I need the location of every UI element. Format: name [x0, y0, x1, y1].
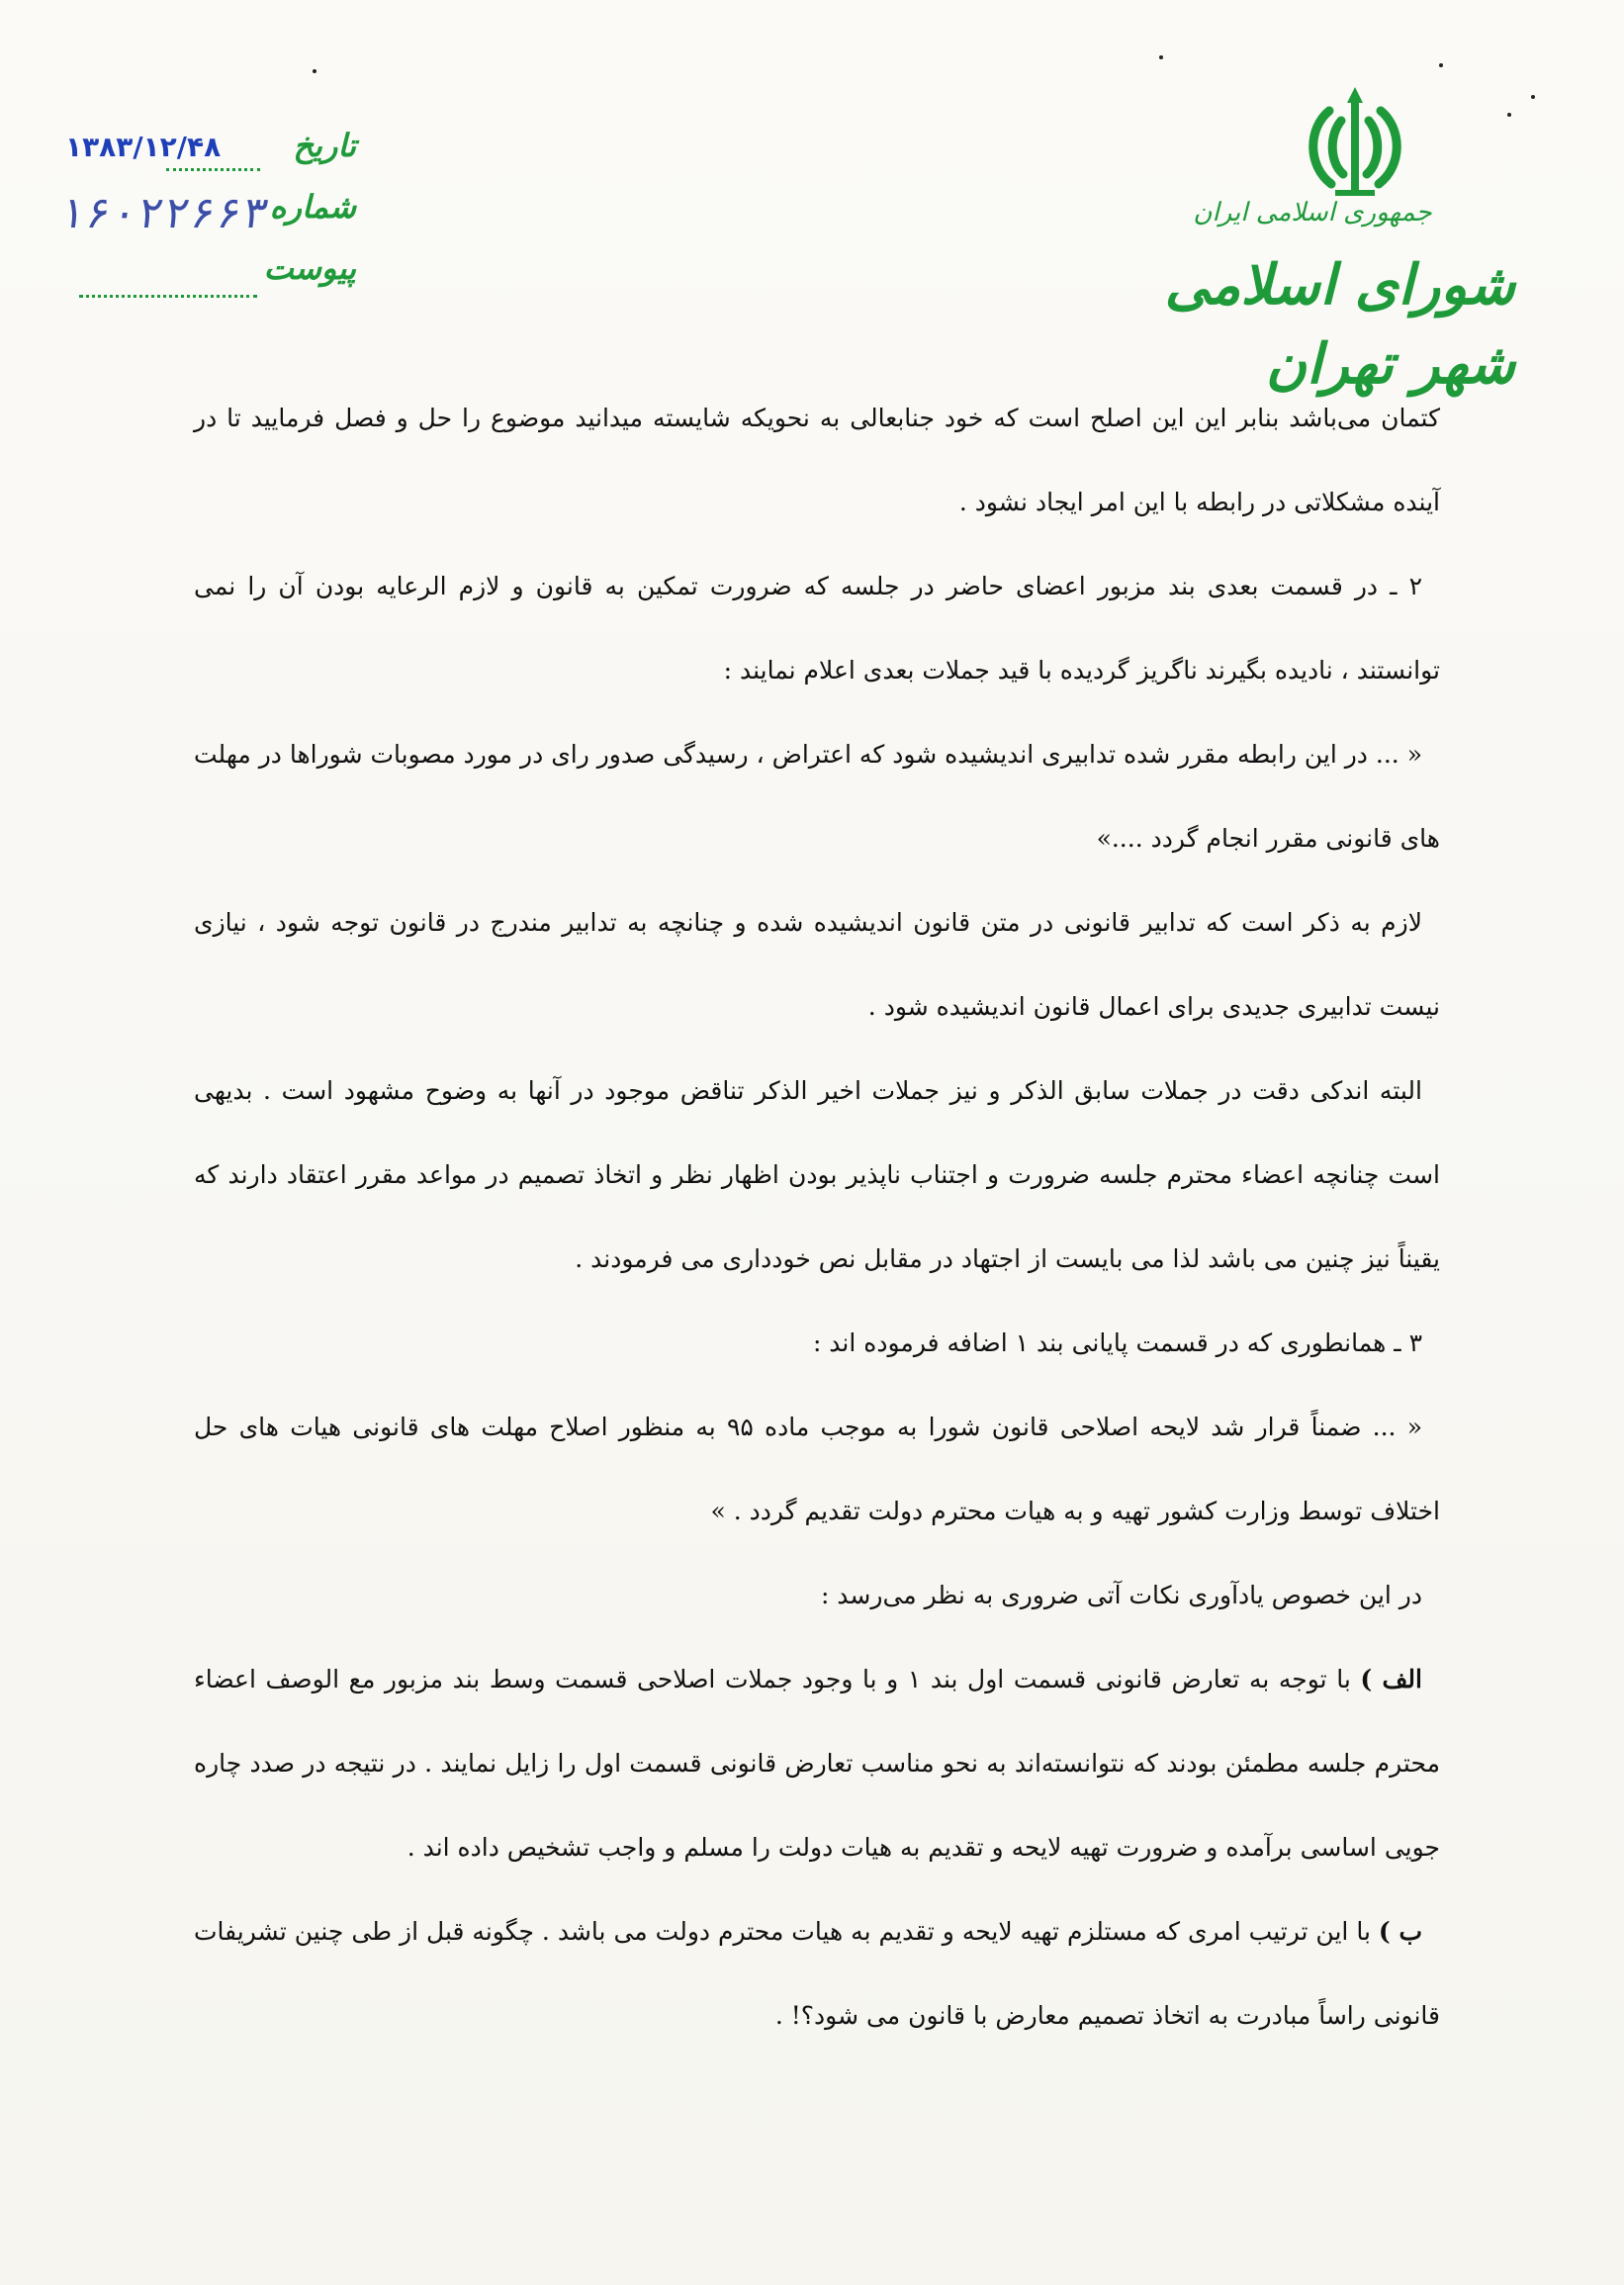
- date-dotted-line: [166, 168, 260, 171]
- number-label: شماره: [269, 188, 356, 226]
- attachment-label: پیوست: [263, 249, 356, 287]
- paragraph-9-text: با توجه به تعارض قانونی قسمت اول بند ۱ و با وجود جملات اصلاحی قسمت وسط بند مزبور مع الوصف اعضاء محترم جلسه مطمئن بودند که نتوانسته‌اند به نحو مناسب تعارض قانونی قسمت اول را زایل نمایند . در نتیجه در صدد چاره جویی اساسی برآمده و ضرورت تهیه لایحه و تقدیم به هیات دولت را مسلم و واجب تشخیص داده اند .: [194, 1665, 1440, 1862]
- scan-speck: [1439, 63, 1443, 67]
- paragraph-9-lead: الف ): [1360, 1665, 1422, 1693]
- paragraph-2: ۲ ـ در قسمت بعدی بند مزبور اعضای حاضر در جلسه که ضرورت تمکین به قانون و لازم الرعایه بودن آن را نمی توانستند ، نادیده بگیرند ناگریز گردیده با قید جملات بعدی اعلام نمایند :: [194, 572, 1440, 685]
- paragraph-4: لازم به ذکر است که تدابیر قانونی در متن قانون اندیشیده شده و چنانچه به تدابیر مندرج در قانون توجه شود ، نیازی نیست تدابیری جدیدی برای اعمال قانون اندیشیده شود .: [194, 908, 1440, 1021]
- scan-speck: [1507, 113, 1511, 117]
- scan-speck: [1159, 55, 1163, 59]
- paragraph-10-text: با این ترتیب امری که مستلزم تهیه لایحه و تقدیم به هیات محترم دولت می باشد . چگونه قبل از طی چنین تشریفات قانونی راساً مبادرت به اتخاذ تصمیم معارض با قانون می شود؟! .: [194, 1917, 1440, 2030]
- letter-meta: [55, 119, 356, 317]
- scan-speck: [1531, 95, 1535, 99]
- paragraph-10-lead: ب ): [1378, 1917, 1422, 1946]
- paragraph-5: البته اندکی دقت در جملات سابق الذکر و نیز جملات اخیر الذکر تناقض موجود در آنها به وضوح مشهود است . بدیهی است چنانچه اعضاء محترم جلسه ضرورت و اجتناب ناپذیر بودن اظهار نظر و اتخاذ تصمیم در مواعد مقرر اعتقاد دارند که یقیناً نیز چنین می باشد لذا می بایست از اجتهاد در مقابل نص خودداری می فرمودند .: [194, 1076, 1440, 1273]
- date-value: ۱۳۸۳/۱۲/۴۸: [65, 131, 222, 163]
- letter-body: [194, 376, 1440, 2057]
- paragraph-3: « ... در این رابطه مقرر شده تدابیری اندیشیده شود که اعتراض ، رسیدگی صدور رای در مورد مصوبات شوراها در مهلت های قانونی مقرر انجام گردد ....»: [194, 740, 1440, 853]
- iran-emblem-icon: [1286, 81, 1424, 210]
- date-label: تاریخ: [293, 127, 356, 164]
- paragraph-1: کتمان می‌باشد بنابر این این اصلح است که خود جنابعالی به نحویکه شایسته میدانید موضوع را حل و فصل فرمایید تا در آینده مشکلاتی در رابطه با این امر ایجاد نشود .: [194, 404, 1440, 516]
- paragraph-7: « ... ضمناً قرار شد لایحه اصلاحی قانون شورا به موجب ماده ۹۵ به منظور اصلاح مهلت های قانونی هیات های حل اختلاف توسط وزارت کشور تهیه و به هیات محترم دولت تقدیم گردد . »: [194, 1413, 1440, 1525]
- paragraph-10: [194, 1889, 1440, 2057]
- paragraph-9: [194, 1637, 1440, 1889]
- number-value: ۱۶۰۲۲۶۶۳: [55, 188, 273, 238]
- scan-speck: [313, 69, 316, 73]
- council-name: شورای اسلامی شهر تهران: [1164, 252, 1515, 397]
- attachment-dotted-line: [79, 295, 257, 298]
- paragraph-6: ۳ ـ همانطوری که در قسمت پایانی بند ۱ اضافه فرموده اند :: [812, 1328, 1422, 1357]
- paragraph-8: در این خصوص یادآوری نکات آتی ضروری به نظر می‌رسد :: [820, 1581, 1422, 1609]
- republic-name: جمهوری اسلامی ایران: [1193, 198, 1432, 228]
